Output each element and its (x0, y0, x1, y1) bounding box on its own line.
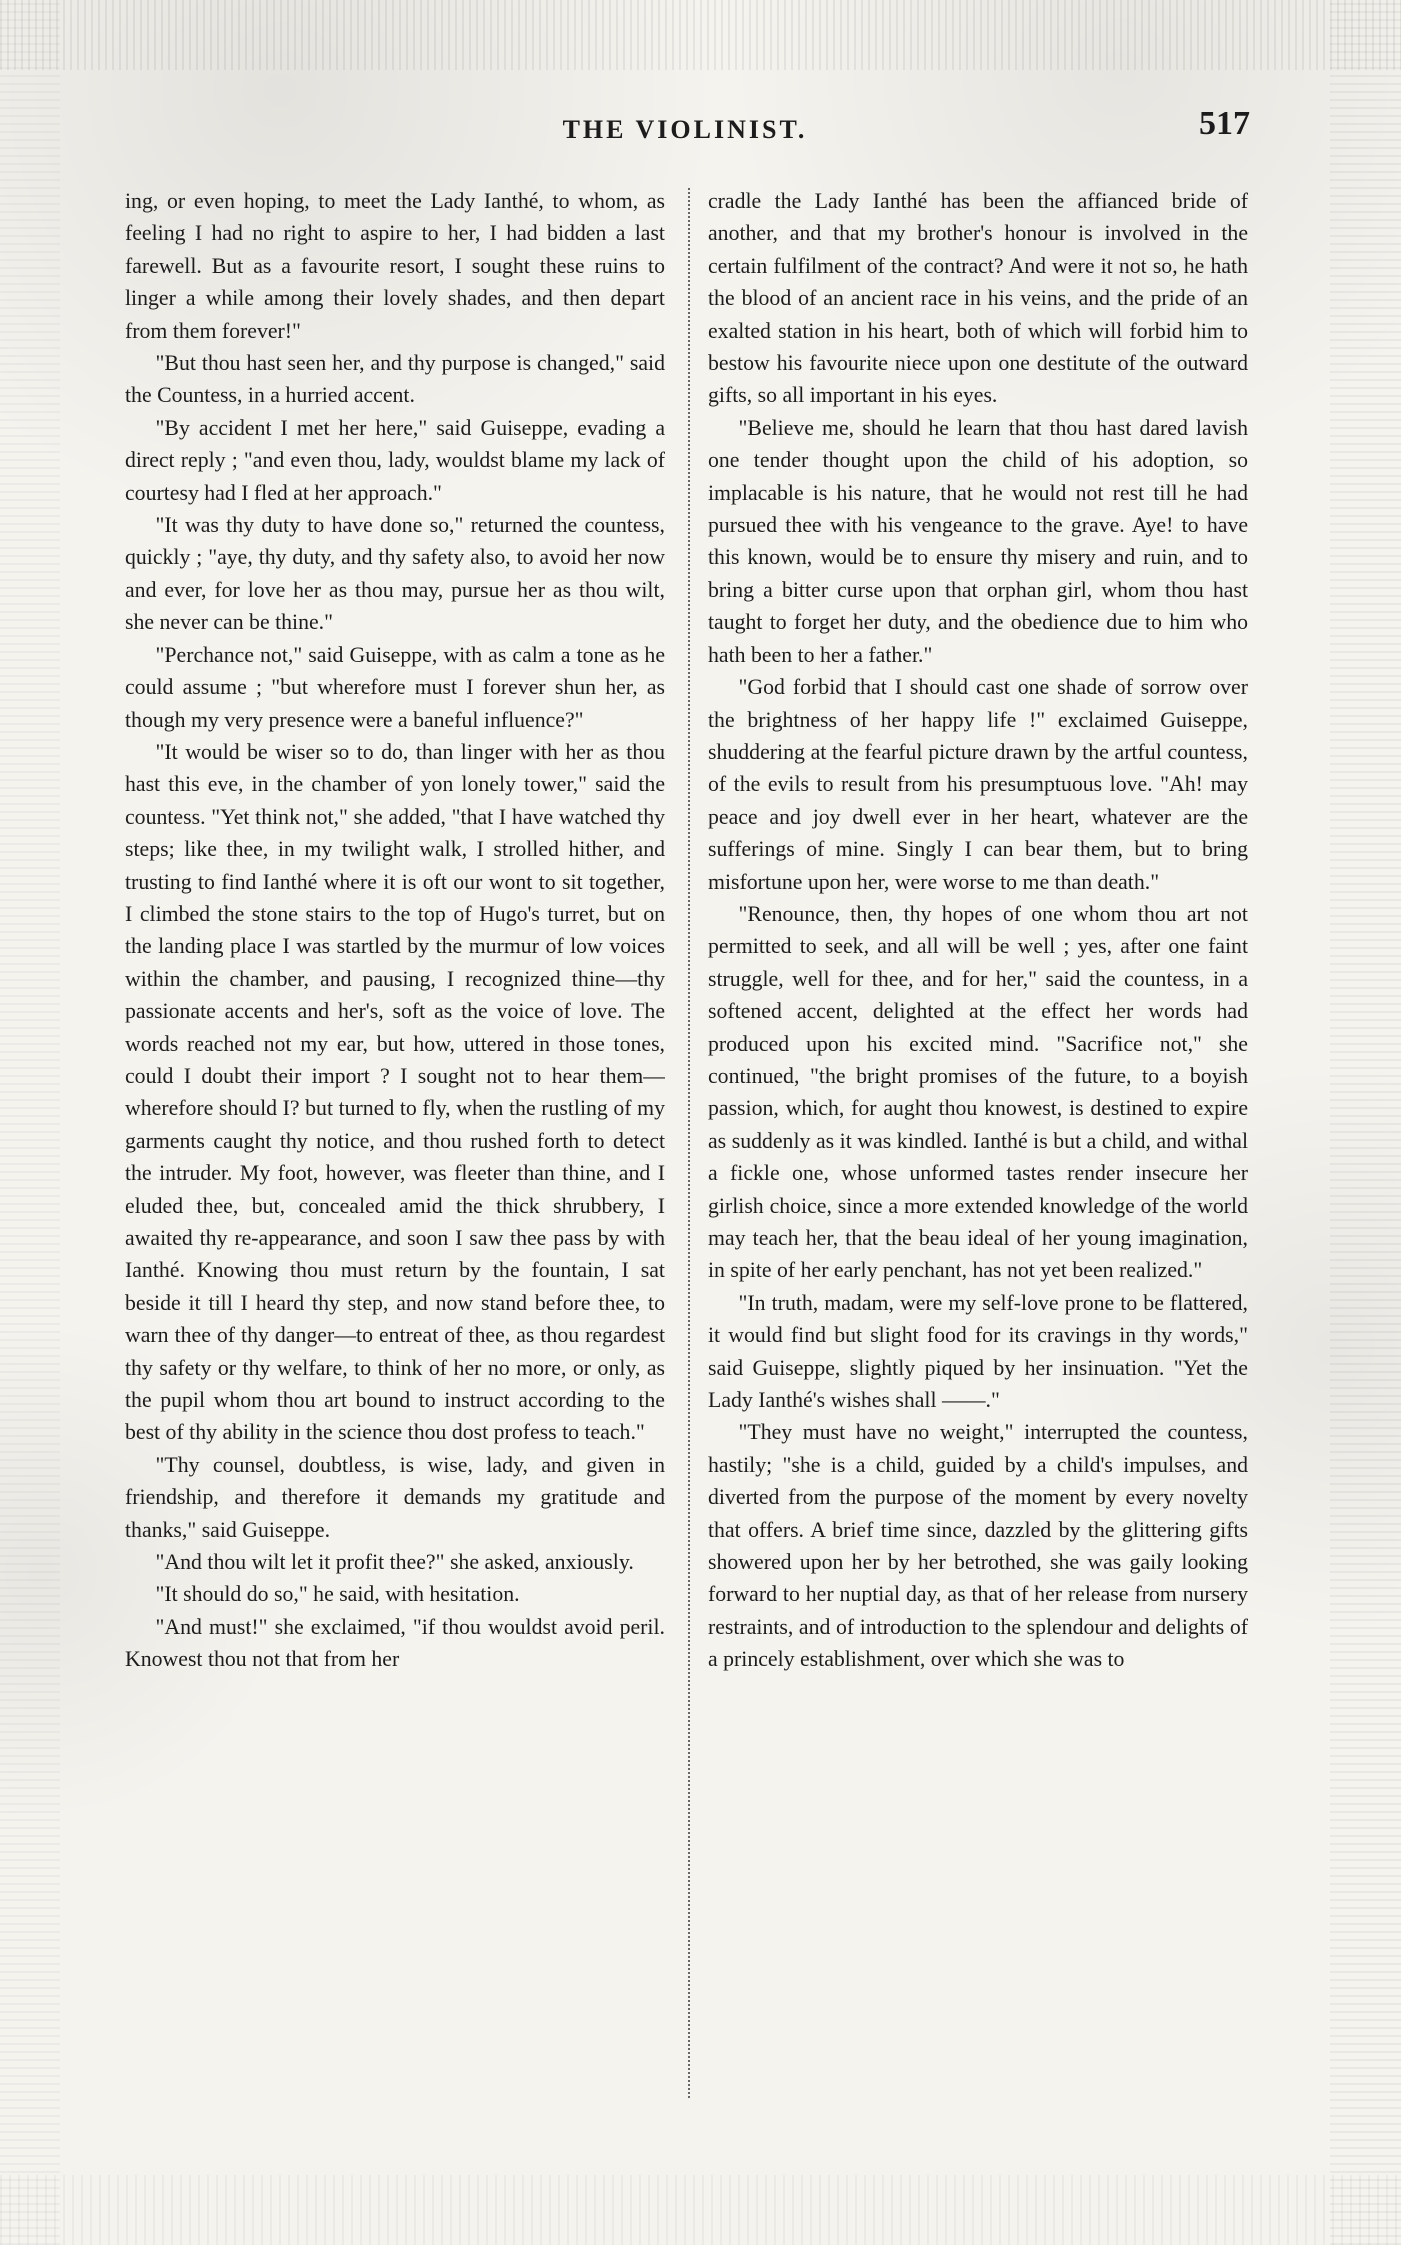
paragraph: "Renounce, then, thy hopes of one whom thou art not permitted to seek, and all will be well ; yes, after one faint struggle, well for thee, and for her," said the countess, in a softened accent, delighted at the effect her words had produced upon his excited mind. "Sacrifice not," she continued, "the bright promises of the future, to a boyish passion, which, for aught thou knowest, is destined to expire as suddenly as it was kindled. Ianthé is but a child, and withal a fickle one, whose unformed tastes render insecure her girlish choice, since a more extended knowledge of the world may teach her, that the beau ideal of her young imagination, in spite of her early penchant, has not yet been realized." (708, 901, 1248, 1283)
paragraph: "But thou hast seen her, and thy purpose is changed," said the Countess, in a hurried accent. (125, 351, 665, 408)
paragraph: "In truth, madam, were my self-love prone to be flattered, it would find but slight food for its cravings in thy words," said Guiseppe, slightly piqued by her insinuation. "Yet the Lady Ianthé's wishes shall ——." (708, 1290, 1248, 1413)
paragraph: "Perchance not," said Guiseppe, with as calm a tone as he could assume ; "but wherefore must I forever shun her, as though my very presence were a baneful influence?" (125, 642, 665, 732)
right-column (708, 185, 1248, 2105)
paragraph: cradle the Lady Ianthé has been the affianced bride of another, and that my brother's honour is involved in the certain fulfilment of the contract? And were it not so, he hath the blood of an ancient race in his veins, and the pride of an exalted station in his heart, both of which will forbid him to bestow his favourite niece upon one destitute of the outward gifts, so all important in his eyes. (708, 189, 1248, 408)
column-divider (688, 188, 690, 2098)
page-number: 517 (1199, 105, 1250, 142)
scan-noise-left (0, 0, 60, 2245)
paragraph: "And must!" she exclaimed, "if thou wouldst avoid peril. Knowest thou not that from her (125, 1614, 665, 1672)
paragraph: "It would be wiser so to do, than linger with her as thou hast this eve, in the chamber of yon lonely tower," said the countess. "Yet think not," she added, "that I have watched thy steps; like thee, in my twilight walk, I strolled hither, and trusting to find Ianthé where it is oft our wont to sit together, I climbed the stone stairs to the top of Hugo's turret, but on the landing place I was startled by the murmur of low voices within the chamber, and pausing, I recognized thine—thy passionate accents and her's, soft as the voice of love. The words reached not my ear, but how, uttered in those tones, could I doubt their import ? I sought not to hear them—wherefore should I? but turned to fly, when the rustling of my garments caught thy notice, and thou rushed forth to detect the intruder. My foot, however, was fleeter than thine, and I eluded thee, but, concealed amid the thick shrubbery, I awaited thy re-appearance, and soon I saw thee pass by with Ianthé. Knowing thou must return by the fountain, I sat beside it till I heard thy step, and now stand before thee, to warn thee of thy danger—to entreat of thee, as thou regardest thy safety or thy welfare, to think of her no more, or only, as the pupil whom thou art bound to instruct according to the best of thy ability in the science thou dost profess to teach." (125, 739, 665, 1445)
paragraph: "God forbid that I should cast one shade of sorrow over the brightness of her happy life !" exclaimed Guiseppe, shuddering at the fearful picture drawn by the artful countess, of the evils to result from his presumptuous love. "Ah! may peace and joy dwell ever in her heart, whatever are the sufferings of mine. Singly I can bear them, but to bring misfortune upon her, were worse to me than death." (708, 675, 1248, 894)
paragraph: "Believe me, should he learn that thou hast dared lavish one tender thought upon the child of his adoption, so implacable is his nature, that he would not rest till he had pursued thee with his vengeance to the grave. Aye! to have this known, would be to ensure thy misery and ruin, and to bring a bitter curse upon that orphan girl, whom thou hast taught to forget her duty, and the obedience due to him who hath been to her a father." (708, 415, 1248, 667)
paragraph: "And thou wilt let it profit thee?" she asked, anxiously. (155, 1550, 634, 1575)
paragraph: ing, or even hoping, to meet the Lady Ianthé, to whom, as feeling I had no right to aspire to her, I had bidden a last farewell. But as a favourite resort, I sought these ruins to linger a while among their lovely shades, and then depart from them forever!" (125, 189, 665, 343)
paragraph: "It should do so," he said, with hesitation. (155, 1582, 520, 1607)
scan-noise-bottom (0, 2175, 1401, 2245)
paragraph: "Thy counsel, doubtless, is wise, lady, and given in friendship, and therefore it demands my gratitude and thanks," said Guiseppe. (125, 1452, 665, 1542)
paragraph: "They must have no weight," interrupted the countess, hastily; "she is a child, guided by a child's impulses, and diverted from the purpose of the moment by every novelty that offers. A brief time since, dazzled by the glittering gifts showered upon her by her betrothed, she was gaily looking forward to her nuptial day, as that of her release from nursery restraints, and of introduction to the splendour and delights of a princely establishment, over which she was to (708, 1420, 1248, 1672)
page-header (120, 105, 1250, 155)
running-title: THE VIOLINIST. (562, 115, 808, 144)
left-column (125, 185, 665, 2105)
scan-noise-top (0, 0, 1401, 70)
paragraph: "By accident I met her here," said Guiseppe, evading a direct reply ; "and even thou, lady, wouldst blame my lack of courtesy had I fled at her approach." (125, 415, 665, 505)
paragraph: "It was thy duty to have done so," returned the countess, quickly ; "aye, thy duty, and thy safety also, to avoid her now and ever, for love her as thou may, pursue her as thou wilt, she never can be thine." (125, 513, 665, 635)
scan-noise-right (1330, 0, 1401, 2245)
